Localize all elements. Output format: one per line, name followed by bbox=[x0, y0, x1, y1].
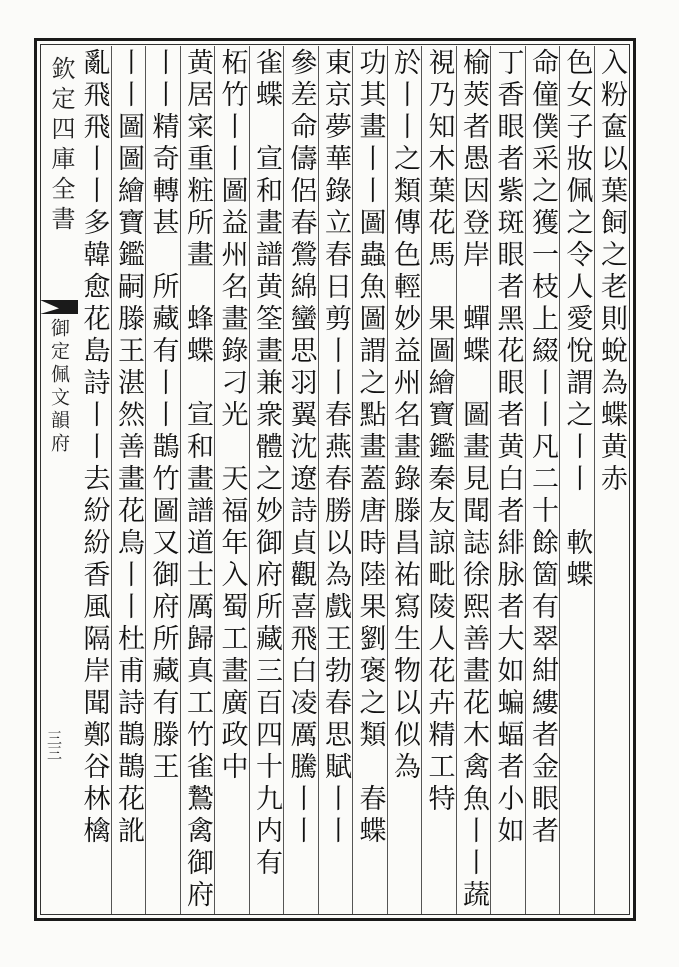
text-column: 亂飛飛丨丨多韓愈花島詩丨丨去紛紛香風隔岸聞鄭谷林檎 bbox=[78, 48, 110, 848]
text-column: 榆莢者愚因登岸 蟬蝶 圖畫見聞誌徐熙善畫花木禽魚丨丨蔬 bbox=[458, 48, 489, 912]
page-number: 三三 bbox=[45, 730, 63, 760]
text-column: 黄居寀重粧所畫 蜂蝶 宣和畫譜道士厲歸真工竹雀鷙禽御府 bbox=[182, 48, 213, 912]
column-rule bbox=[145, 46, 146, 914]
text-column: 功其畫丨丨圖蟲魚圖謂之點畫蓋唐時陸果劉褒之類 春蝶 bbox=[354, 48, 386, 848]
column-rule bbox=[421, 46, 422, 914]
column-rule bbox=[559, 46, 560, 914]
text-column: 東京夢華錄立春日剪丨丨春燕春勝以為戲王勃春思賦丨丨 bbox=[320, 48, 351, 848]
column-rule bbox=[111, 46, 112, 914]
column-rule bbox=[318, 46, 319, 914]
margin-book-title: 御定佩文韻府 bbox=[48, 318, 70, 456]
text-column: 雀蝶 宣和畫譜黄筌畫兼衆體之妙御府所藏三百四十九内有 bbox=[251, 48, 282, 880]
column-rule bbox=[456, 46, 457, 914]
text-column: 入粉奩以葉飼之老則蛻為蝶黄赤 bbox=[596, 48, 627, 496]
text-column: 丨丨精奇轉甚 所藏有丨丨鵲竹圖又御府所藏有滕王 bbox=[147, 48, 179, 784]
column-rule bbox=[490, 46, 491, 914]
text-column: 視乃知木葉花馬 果圖繪寶鑑秦友諒毗陵人花卉精工特 bbox=[423, 48, 455, 816]
text-column: 命僮僕采之獲一枝上綴丨丨凡二十餘箇有翠紺縷者金眼者 bbox=[527, 48, 558, 848]
text-column: 參差命儔侶春鶯綿蠻思羽翼沈遼詩貞觀喜飛白凌厲騰丨丨 bbox=[285, 48, 317, 848]
column-rule bbox=[214, 46, 215, 914]
column-rule bbox=[180, 46, 181, 914]
column-rule bbox=[249, 46, 250, 914]
column-rule bbox=[594, 46, 595, 914]
text-column: 於丨丨之類傳色輕妙益州名畫錄滕昌祐寫生物以似為 bbox=[389, 48, 420, 784]
column-rule bbox=[352, 46, 353, 914]
margin-title: 欽定四庫全書 bbox=[47, 56, 75, 236]
column-rule bbox=[283, 46, 284, 914]
text-column: 色女子妝佩之令人愛悅謂之丨丨 軟蝶 bbox=[561, 48, 593, 592]
text-column: 柘竹丨丨圖益州名畫錄刁光 天福年入蜀工畫廣政中 bbox=[216, 48, 248, 784]
text-column: 丁香眼者紫斑眼者黑花眼者黄白者緋脉者大如蝙蝠者小如 bbox=[492, 48, 524, 848]
text-column: 丨丨圖圖繪寶鑑嗣滕王湛然善畫花鳥丨丨杜甫詩鵲鵲花訛 bbox=[113, 48, 144, 848]
column-rule bbox=[387, 46, 388, 914]
column-rule bbox=[525, 46, 526, 914]
